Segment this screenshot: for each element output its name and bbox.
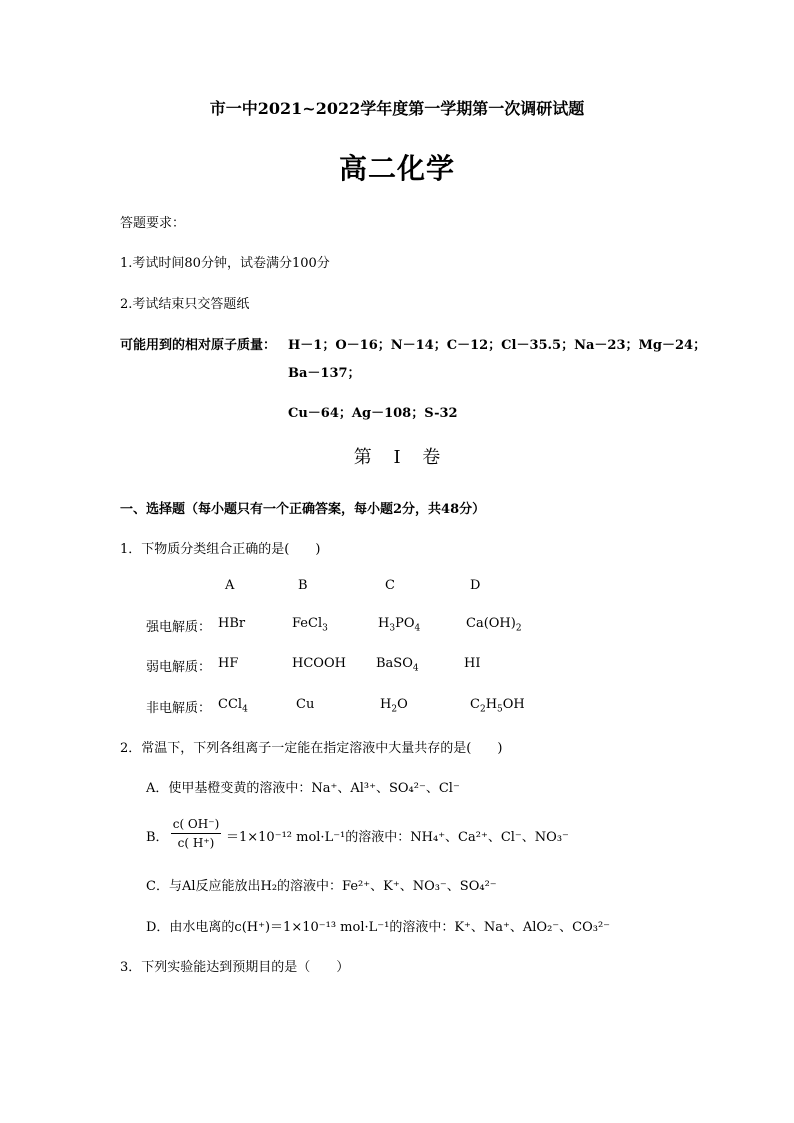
q2-option-c: C．与Al反应能放出H₂的溶液中：Fe²⁺、K⁺、NO₃⁻、SO₄²⁻	[146, 879, 497, 894]
atomic-mass-line2: Ba－137；	[288, 366, 361, 381]
fraction-denominator: c( H⁺)	[177, 836, 215, 850]
q2-option-b-prefix: B．	[146, 830, 169, 845]
volume-char-1: 第	[353, 447, 372, 468]
q1-strong-d: $Ca(OH)_2$	[466, 616, 522, 634]
volume-char-3: 卷	[422, 447, 441, 468]
q1-weak-c: BaSO$_4$	[376, 656, 419, 674]
atomic-mass-line3: Cu－64；Ag－108；S-32	[288, 406, 458, 421]
q2-option-b-rest: ＝1×10⁻¹² mol·L⁻¹的溶液中：NH₄⁺、Ca²⁺、Cl⁻、NO₃⁻	[226, 830, 569, 845]
exam-title: 市一中2021~2022学年度第一学期第一次调研试题	[209, 99, 585, 118]
volume-char-2: Ⅰ	[393, 447, 401, 468]
q1-non-c: $H_2O$	[380, 697, 408, 715]
q1-row-strong-label: 强电解质：	[146, 620, 212, 635]
requirements-heading: 答题要求：	[120, 216, 186, 231]
q1-option-b: B	[298, 578, 308, 593]
requirement-item-1: 1.考试时间80分钟，试卷满分100分	[120, 256, 330, 271]
q2-stem: 2．常温下，下列各组离子一定能在指定溶液中大量共存的是( )	[120, 741, 503, 756]
q1-non-b: Cu	[296, 697, 315, 712]
q1-weak-b: HCOOH	[292, 656, 346, 671]
q1-row-non-label: 非电解质：	[146, 701, 212, 716]
q2-option-b-fraction	[171, 817, 221, 850]
q1-strong-b: FeCl$_3$	[292, 616, 328, 634]
q2-option-d: D．由水电离的c(H⁺)＝1×10⁻¹³ mol·L⁻¹的溶液中：K⁺、Na⁺、AlO₂⁻、CO₃²⁻	[146, 920, 611, 935]
q1-stem: 1．下物质分类组合正确的是( )	[120, 542, 321, 557]
q1-option-a: A	[225, 578, 235, 593]
requirement-item-2: 2.考试结束只交答题纸	[120, 297, 250, 312]
q1-weak-a: HF	[218, 656, 239, 671]
fraction-numerator: c( OH⁻)	[171, 817, 221, 834]
q2-option-a: A．使甲基橙变黄的溶液中：Na⁺、Al³⁺、SO₄²⁻、Cl⁻	[146, 781, 460, 796]
q1-non-a: CCl$_4$	[218, 697, 248, 715]
q3-stem: 3．下列实验能达到预期目的是（ ）	[120, 960, 350, 975]
q1-option-c: C	[385, 578, 395, 593]
atomic-mass-line1: H－1；O－16；N－14；C－12；Cl－35.5；Na－23；Mg－24；	[288, 338, 707, 353]
subject-title: 高二化学	[338, 152, 455, 185]
q1-row-weak-label: 弱电解质：	[146, 660, 212, 675]
section-heading: 一、选择题（每小题只有一个正确答案，每小题2分，共48分）	[120, 502, 486, 517]
q1-option-d: D	[470, 578, 481, 593]
q1-non-d: $C_2H_5OH$	[470, 697, 525, 715]
q1-strong-c: $H_3PO_4$	[378, 616, 421, 634]
atomic-mass-label: 可能用到的相对原子质量：	[120, 338, 277, 353]
q1-strong-a: HBr	[218, 616, 246, 631]
q1-weak-d: HI	[464, 656, 481, 671]
volume-heading	[0, 443, 794, 469]
